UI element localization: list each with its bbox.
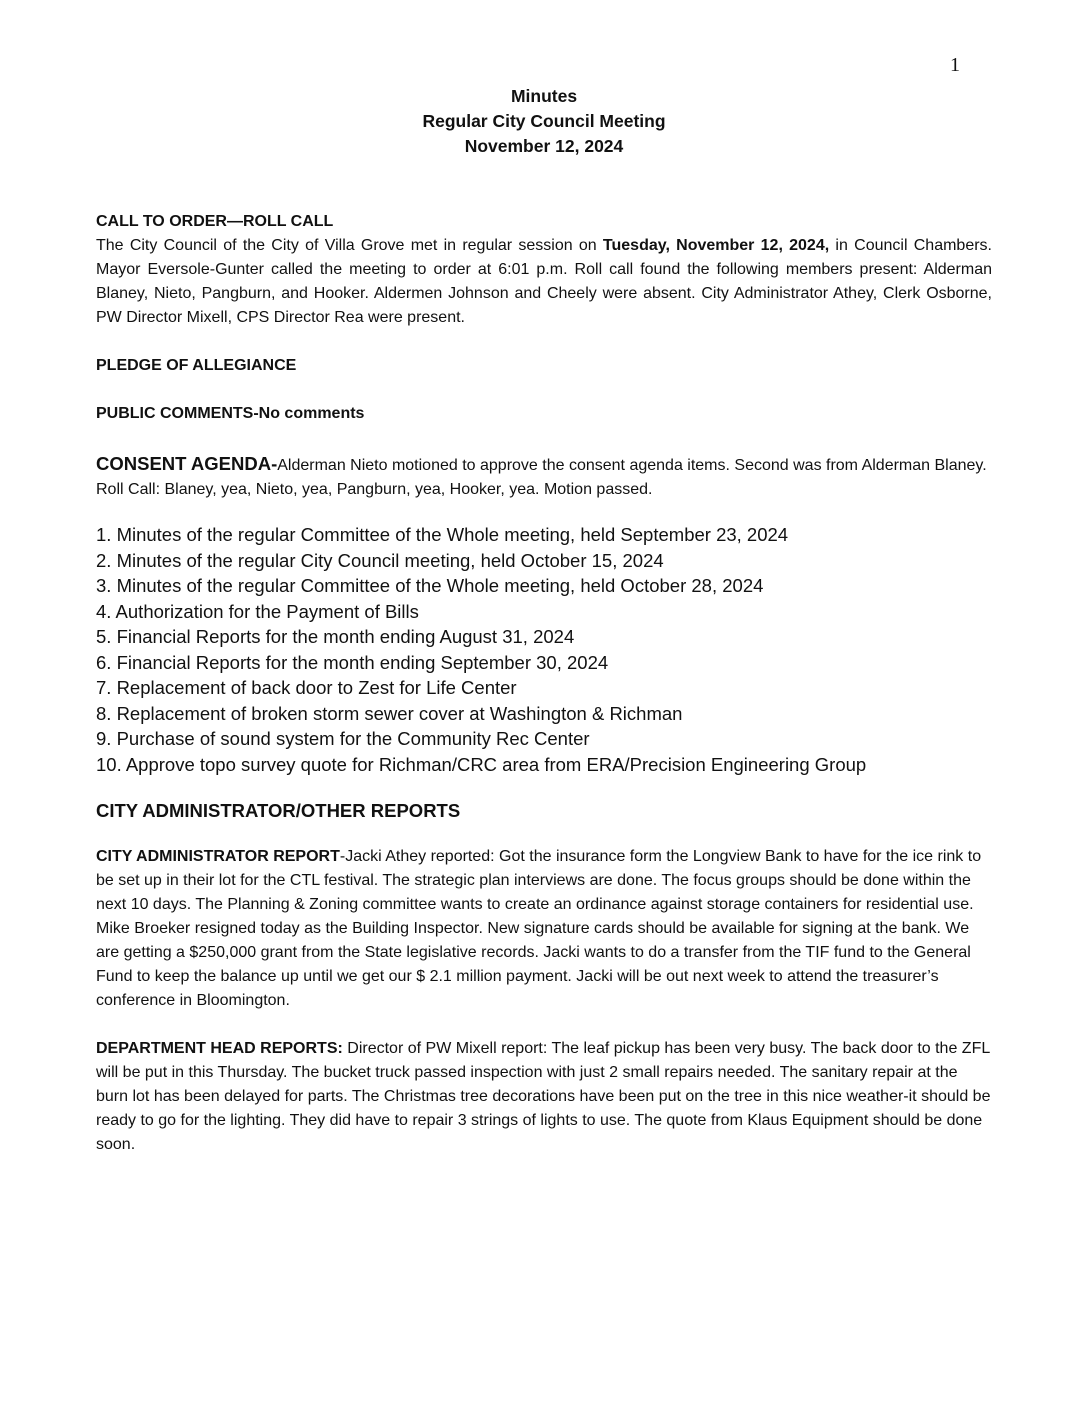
consent-agenda-heading: CONSENT AGENDA- — [96, 453, 278, 474]
call-to-order-text-end: in Council Chambers. Mayor Eversole-Gunter called the meeting to order at 6:01 p.m. Roll call found the following members present: Alderman Blaney, Nieto, Pangburn, and Hooker. Aldermen Johnson and Cheely were absent. City Administrator Athey, Clerk Osborne, PW Director Mixell, CPS Director Rea were present. — [96, 237, 992, 326]
call-to-order-heading: CALL TO ORDER—ROLL CALL — [96, 213, 334, 230]
consent-item: 5. Financial Reports for the month ending August 31, 2024 — [96, 626, 575, 647]
pledge-heading: PLEDGE OF ALLEGIANCE — [96, 357, 297, 374]
consent-item: 1. Minutes of the regular Committee of the Whole meeting, held September 23, 2024 — [96, 524, 789, 545]
consent-agenda-section — [96, 452, 992, 502]
page-number: 1 — [950, 54, 960, 76]
admin-report-paragraph — [96, 845, 992, 1013]
consent-item: 9. Purchase of sound system for the Community Rec Center — [96, 728, 590, 749]
reports-heading: CITY ADMINISTRATOR/OTHER REPORTS — [96, 800, 461, 821]
document-body — [96, 210, 992, 1157]
consent-item: 10. Approve topo survey quote for Richman/CRC area from ERA/Precision Engineering Group — [96, 753, 867, 775]
consent-item: 8. Replacement of broken storm sewer cover at Washington & Richman — [96, 702, 683, 724]
document-header — [0, 84, 1088, 159]
department-head-paragraph — [96, 1037, 992, 1157]
consent-item: 2. Minutes of the regular City Council meeting, held October 15, 2024 — [96, 549, 664, 571]
public-comments-heading: PUBLIC COMMENTS-No comments — [96, 405, 365, 422]
consent-item: 6. Financial Reports for the month ending September 30, 2024 — [96, 651, 609, 673]
admin-report-heading: CITY ADMINISTRATOR REPORT — [96, 848, 340, 865]
department-head-heading: DEPARTMENT HEAD REPORTS: — [96, 1040, 343, 1057]
header-meeting-type: Regular City Council Meeting — [422, 111, 666, 131]
consent-agenda-items — [96, 522, 992, 777]
call-to-order-text-start: The City Council of the City of Villa Grove met in regular session on — [96, 237, 603, 254]
admin-report-text: -Jacki Athey reported: Got the insurance form the Longview Bank to have for the ice rink to be set up in their lot for the CTL festival. The strategic plan interviews are done. The focus groups should be done within the next 10 days. The Planning & Zoning committee wants to create an ordinance against storage containers for residential use. Mike Broeker resigned today as the Building Inspector. New signature cards should be available for signing at the bank. We are getting a $250,000 grant from the State legislative records. Jacki wants to do a transfer from the TIF fund to the General Fund to keep the balance up until we get our $ 2.1 million payment. Jacki will be out next week to attend the treasurer’s conference in Bloomington. — [96, 848, 982, 1009]
meeting-date-bold: Tuesday, November 12, 2024, — [602, 237, 830, 254]
consent-item: 3. Minutes of the regular Committee of the Whole meeting, held October 28, 2024 — [96, 575, 764, 596]
department-head-text: Director of PW Mixell report: The leaf pickup has been very busy. The back door to the ZFL will be put in this Thursday. The bucket truck passed inspection with just 2 small repairs needed. The sanitary repair at the burn lot has been delayed for parts. The Christmas tree decorations have been put on the tree in this nice weather-it should be ready to go for the lighting. They did have to repair 3 strings of lights to use. The quote from Klaus Equipment should be done soon. — [96, 1040, 991, 1153]
consent-item: 7. Replacement of back door to Zest for Life Center — [96, 677, 517, 698]
call-to-order-text — [96, 234, 992, 330]
consent-agenda-text: Alderman Nieto motioned to approve the consent agenda items. Second was from Alderman Blaney. Roll Call: Blaney, yea, Nieto, yea, Pangburn, yea, Hooker, yea. Motion passed. — [96, 457, 987, 498]
consent-item: 4. Authorization for the Payment of Bills — [96, 600, 419, 622]
header-date: November 12, 2024 — [464, 136, 624, 156]
call-to-order-section — [96, 210, 992, 330]
header-title: Minutes — [510, 86, 578, 106]
